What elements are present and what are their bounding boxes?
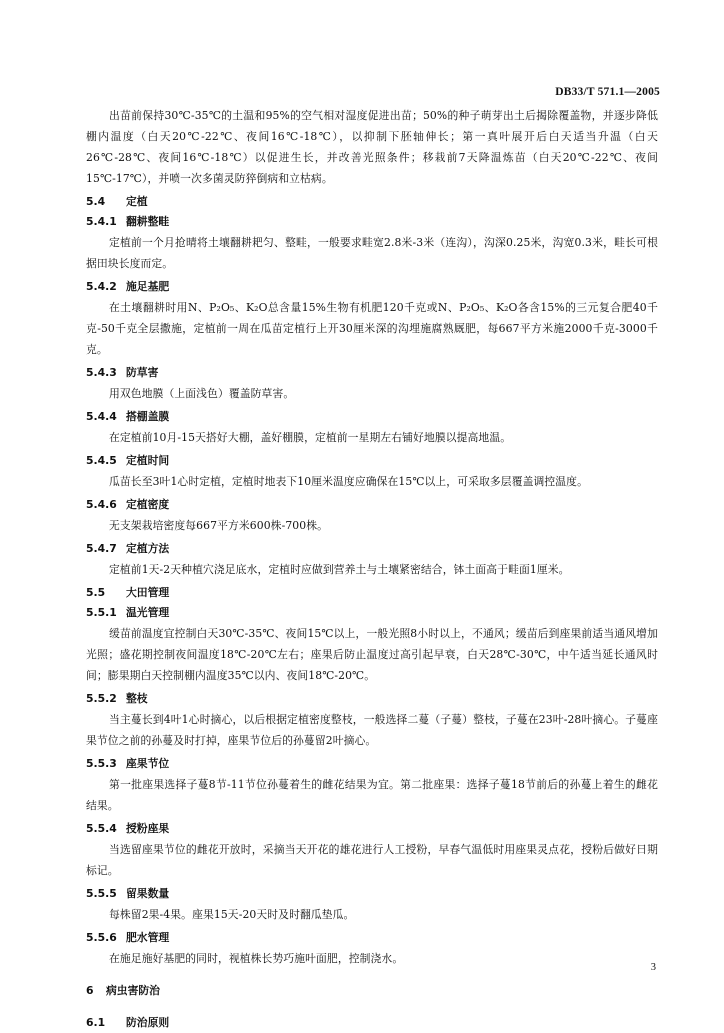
- section-title: 定植密度: [126, 498, 170, 511]
- section-number: 6.1: [86, 1016, 106, 1029]
- paragraph: 用双色地膜（上面浅色）覆盖防草害。: [109, 387, 295, 400]
- paragraph: 当主蔓长到4叶1心时摘心，以后根据定植密度整枝，一般选择二蔓（子蔓）整枝，子蔓在23叶-28叶摘心。子蔓座果节位之前的孙蔓及时打掉，座果节位后的孙蔓留2叶摘心。: [86, 713, 658, 747]
- section-title: 座果节位: [126, 757, 170, 770]
- paragraph: 定植前一个月抢晴将土壤翻耕耙匀、整畦，一般要求畦宽2.8米-3米（连沟），沟深0.25米，沟宽0.3米，畦长可根据田块长度而定。: [86, 236, 658, 270]
- paragraph: 出苗前保持30℃-35℃的土温和95%的空气相对湿度促进出苗；50%的种子萌芽出土后揭除覆盖物，并逐步降低棚内温度（白天20℃-22℃、夜间16℃-18℃），以抑制下胚轴伸长；第一真叶展开后白天适当升温（白天26℃-28℃、夜间16℃-18℃）以促进生长，并改善光照条件；移栽前7天降温炼苗（白天20℃-22℃、夜间15℃-17℃），并喷一次多菌灵防猝倒病和立枯病。: [86, 109, 658, 185]
- section-heading: [86, 928, 658, 948]
- paragraph: 定植前1天-2天种植穴浇足底水，定植时应做到营养土与土壤紧密结合，钵土面高于畦面1厘米。: [109, 563, 570, 576]
- section-title: 施足基肥: [126, 280, 170, 293]
- paragraph: 瓜苗长至3叶1心时定植，定植时地表下10厘米温度应确保在15℃以上，可采取多层覆盖调控温度。: [109, 475, 588, 488]
- section-title: 搭棚盖膜: [126, 410, 170, 423]
- section-title: 定植方法: [126, 542, 170, 555]
- section-title: 温光管理: [126, 606, 170, 619]
- section-number: 5.5.1: [86, 606, 117, 619]
- page-number: 3: [650, 962, 656, 973]
- paragraph: 无支架栽培密度每667平方米600株-700株。: [109, 519, 329, 532]
- section-heading: [86, 277, 658, 297]
- document-body: [86, 105, 658, 1033]
- chapter-title: 病虫害防治: [106, 984, 160, 997]
- chapter-heading: [86, 981, 658, 1001]
- section-heading: [86, 689, 658, 709]
- section-heading: [86, 407, 658, 427]
- section-title: 整枝: [126, 692, 148, 705]
- paragraph: 当选留座果节位的雌花开放时，采摘当天开花的雄花进行人工授粉，早春气温低时用座果灵点花，授粉后做好日期标记。: [86, 843, 658, 877]
- standard-number: DB33/T 571.1—2005: [555, 86, 660, 98]
- section-number: 5.5.5: [86, 887, 117, 900]
- section-title: 留果数量: [126, 887, 170, 900]
- paragraph: 在定植前10月-15天搭好大棚，盖好棚膜，定植前一星期左右铺好地膜以提高地温。: [109, 431, 512, 444]
- paragraph: 缓苗前温度宜控制白天30℃-35℃、夜间15℃以上，一般光照8小时以上，不通风；缓苗后到座果前适当通风增加光照；盛花期控制夜间温度18℃-20℃左右；座果后防止温度过高引起早衰，白天28℃-30℃，中午适当延长通风时间；膨果期白天控制棚内温度35℃以内、夜间18℃-20℃。: [86, 627, 658, 682]
- paragraph: 第一批座果选择子蔓8节-11节位孙蔓着生的雌花结果为宜。第二批座果：选择子蔓18节前后的孙蔓上着生的雌花结果。: [86, 778, 658, 812]
- section-heading: [86, 754, 658, 774]
- section-heading: [86, 363, 658, 383]
- section-heading: [86, 819, 658, 839]
- chapter-number: 6: [86, 984, 94, 997]
- paragraph: 每株留2果-4果。座果15天-20天时及时翻瓜垫瓜。: [109, 908, 355, 921]
- section-number: 5.4.6: [86, 498, 117, 511]
- section-number: 5.5.4: [86, 822, 117, 835]
- section-heading: [86, 192, 658, 212]
- section-number: 5.4.5: [86, 454, 117, 467]
- section-number: 5.5.2: [86, 692, 117, 705]
- section-title: 定植时间: [126, 454, 170, 467]
- section-heading: [86, 451, 658, 471]
- section-title: 肥水管理: [126, 931, 170, 944]
- paragraph: 在施足施好基肥的同时，视植株长势巧施叶面肥，控制浇水。: [109, 952, 404, 965]
- section-title: 防治原则: [126, 1016, 170, 1029]
- section-heading: [86, 1013, 658, 1033]
- section-heading: [86, 884, 658, 904]
- section-heading: [86, 212, 658, 232]
- section-number: 5.4: [86, 195, 106, 208]
- section-number: 5.5.6: [86, 931, 117, 944]
- section-number: 5.4.4: [86, 410, 117, 423]
- section-number: 5.5: [86, 586, 106, 599]
- section-heading: [86, 603, 658, 623]
- section-title: 大田管理: [126, 586, 170, 599]
- section-number: 5.4.7: [86, 542, 117, 555]
- section-title: 定植: [126, 195, 148, 208]
- section-title: 授粉座果: [126, 822, 170, 835]
- section-heading: [86, 495, 658, 515]
- section-title: 防草害: [126, 366, 159, 379]
- paragraph: 在土壤翻耕时用N、P₂O₅、K₂O总含量15%生物有机肥120千克或N、P₂O₅、K₂O各含15%的三元复合肥40千克-50千克全层撒施，定植前一周在瓜苗定植行上开30厘米深的沟埋施腐熟厩肥，每667平方米施2000千克-3000千克。: [86, 301, 658, 356]
- section-number: 5.4.1: [86, 215, 117, 228]
- section-title: 翻耕整畦: [126, 215, 170, 228]
- section-heading: [86, 539, 658, 559]
- section-number: 5.5.3: [86, 757, 117, 770]
- section-number: 5.4.3: [86, 366, 117, 379]
- section-heading: [86, 583, 658, 603]
- section-number: 5.4.2: [86, 280, 117, 293]
